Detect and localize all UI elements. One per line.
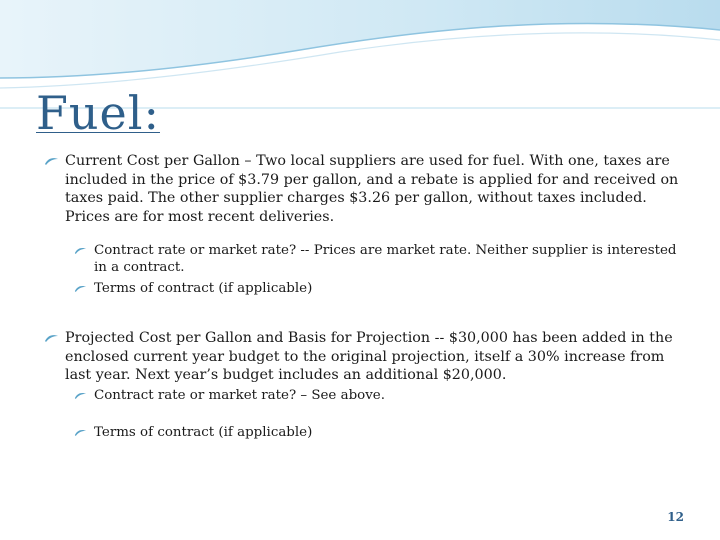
bullet-item xyxy=(44,280,680,297)
bullet-item xyxy=(44,152,680,226)
swoosh-bullet-icon xyxy=(74,428,87,437)
bullet-text: Contract rate or market rate? -- Prices are market rate. Neither supplier is interested in a contract. xyxy=(94,243,677,275)
bullet-item xyxy=(44,387,680,404)
page-number: 12 xyxy=(667,510,684,524)
swoosh-bullet-icon xyxy=(74,284,87,293)
bullet-text: Contract rate or market rate? – See above. xyxy=(94,387,385,403)
swoosh-bullet-icon xyxy=(44,156,59,166)
swoosh-bullet-icon xyxy=(74,246,87,255)
bullet-text: Projected Cost per Gallon and Basis for Projection -- $30,000 has been added in the enclosed current year budget to the original projection, itself a 30% increase from last year. Next year’s budget includes an additional $20,000. xyxy=(65,330,673,383)
bullet-item xyxy=(44,329,680,385)
swoosh-bullet-icon xyxy=(44,333,59,343)
slide-title: Fuel: xyxy=(36,86,160,140)
bullet-item xyxy=(44,424,680,441)
swoosh-bullet-icon xyxy=(74,391,87,400)
bullet-text: Terms of contract (if applicable) xyxy=(94,281,313,296)
bullet-text: Current Cost per Gallon – Two local suppliers are used for fuel. With one, taxes are included in the price of $3.79 per gallon, and a rebate is applied for and received on taxes paid. The other supplier charges $3.26 per gallon, without taxes included. Prices are for most recent deliveries. xyxy=(65,153,679,225)
bullet-text: Terms of contract (if applicable) xyxy=(94,424,313,440)
bullet-list xyxy=(44,152,680,441)
bullet-item xyxy=(44,242,680,276)
